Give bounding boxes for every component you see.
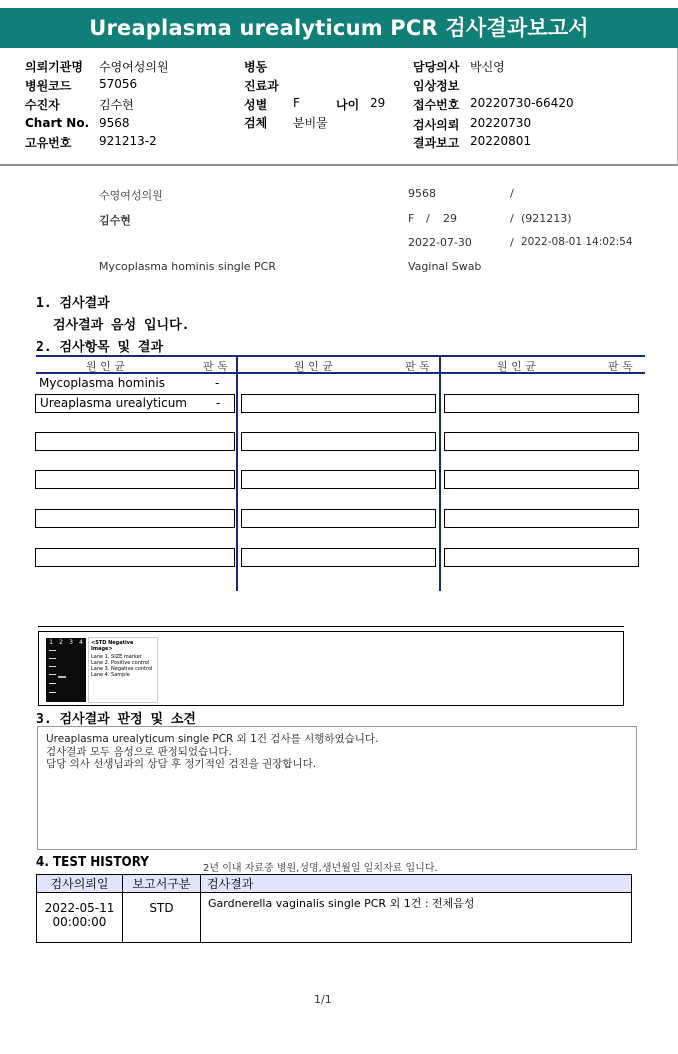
hospital-code-label: 병원코드 [25, 79, 72, 93]
report-title: Ureaplasma urealyticum PCR 검사결과보고서 [0, 8, 678, 48]
summary-specimen: Vaginal Swab [408, 260, 482, 273]
request-date-label: 검사의뢰 [413, 118, 460, 132]
summary-slash: / [510, 212, 514, 225]
history-date-cell [37, 893, 123, 943]
section3-heading: 3. 검사결과 판정 및 소견 [36, 712, 196, 727]
empty-result-cell [241, 470, 436, 489]
ward-label: 병동 [244, 60, 268, 74]
col-header-result: 판 독 [608, 360, 633, 373]
empty-result-cell [35, 509, 235, 528]
gel-legend-line: Lane 3. Negative control [91, 666, 153, 672]
gel-legend-line: Lane 2. Positive control [91, 660, 150, 666]
age-label: 나이 [336, 98, 360, 112]
summary-chart: 9568 [408, 187, 436, 200]
history-col-date: 검사의뢰일 [37, 875, 123, 893]
result-table-header-rule [36, 372, 645, 374]
empty-result-cell [444, 470, 639, 489]
summary-slash: / [426, 212, 430, 225]
dept-label: 진료과 [244, 79, 279, 93]
history-time: 00:00:00 [52, 915, 107, 929]
summary-patient-name: 김수현 [99, 214, 131, 227]
empty-result-cell [35, 432, 235, 451]
empty-result-cell [241, 548, 436, 567]
unique-no-value: 921213-2 [99, 134, 157, 148]
request-date-value: 20220730 [470, 116, 532, 130]
gel-legend-line: Lane 1. SIZE marker [91, 654, 142, 660]
opinion-line: 검사결과 모두 음성으로 판정되었습니다. [46, 745, 232, 758]
history-result: Gardnerella vaginalis single PCR 외 1건 : 전체음성 [201, 893, 632, 943]
pathogen-name: Ureaplasma urealyticum [40, 396, 187, 410]
col-header-result: 판 독 [405, 360, 430, 373]
empty-result-cell [35, 470, 235, 489]
lane-number: 1 [49, 639, 53, 646]
summary-report-datetime: 2022-08-01 14:02:54 [521, 236, 633, 248]
report-date-label: 결과보고 [413, 136, 460, 150]
history-note: 2년 이내 자료중 병원,성명,생년월일 일치자료 입니다. [203, 863, 438, 874]
table-row [37, 893, 632, 943]
opinion-line: Ureaplasma urealyticum single PCR 외 1건 검사를 시행하였습니다. [46, 733, 379, 745]
lane-number: 2 [59, 639, 63, 646]
summary-test-name: Mycoplasma hominis single PCR [99, 260, 276, 273]
chart-no-label: Chart No. [25, 116, 90, 130]
empty-result-cell [444, 394, 639, 413]
patient-value: 김수현 [99, 98, 134, 112]
specimen-value: 분비물 [293, 116, 328, 130]
hospital-code-value: 57056 [99, 77, 138, 91]
sex-value: F [293, 96, 300, 110]
section1-heading: 1. 검사결과 [36, 296, 110, 311]
doctor-label: 담당의사 [413, 60, 460, 74]
hospital-label: 의뢰기관명 [25, 60, 83, 74]
summary-slash: / [510, 187, 514, 200]
summary-slash: / [510, 236, 514, 249]
history-col-result: 검사결과 [201, 875, 632, 893]
empty-result-cell [241, 509, 436, 528]
col-header-pathogen: 원 인 균 [294, 360, 333, 373]
opinion-line: 담당 의사 선생님과의 상담 후 정기적인 검진을 권장합니다. [46, 758, 317, 770]
summary-hospital: 수영여성의원 [99, 189, 163, 202]
image-top-rule [38, 626, 624, 627]
empty-result-cell [35, 548, 235, 567]
empty-result-cell [241, 432, 436, 451]
receipt-no-value: 20220730-66420 [470, 96, 574, 110]
opinion-box [37, 726, 637, 850]
section4-heading: 4. TEST HISTORY [36, 855, 149, 870]
gel-electrophoresis-image [46, 638, 86, 702]
summary-age: 29 [443, 212, 457, 225]
history-date: 2022-05-11 [44, 901, 115, 915]
result-row [35, 394, 235, 413]
page-number: 1/1 [314, 993, 332, 1006]
section1-result-text: 검사결과 음성 입니다. [53, 318, 190, 333]
specimen-label: 검체 [244, 116, 268, 130]
clinical-info-label: 임상정보 [413, 79, 460, 93]
chart-no-value: 9568 [99, 116, 130, 130]
gel-legend-line: Lane 4. Sample [91, 672, 130, 678]
sex-label: 성별 [244, 98, 268, 112]
result-value: - [215, 376, 220, 390]
section2-heading: 2. 검사항목 및 결과 [36, 340, 164, 355]
result-table-column-divider [439, 355, 441, 591]
result-table-column-divider [236, 355, 238, 591]
lane-number: 4 [79, 639, 83, 646]
unique-no-label: 고유번호 [25, 136, 72, 150]
col-header-pathogen: 원 인 균 [86, 360, 125, 373]
col-header-result: 판 독 [203, 360, 228, 373]
summary-sex: F [408, 212, 415, 225]
test-history-table [36, 874, 632, 943]
empty-result-cell [241, 394, 436, 413]
report-date-value: 20220801 [470, 134, 532, 148]
doctor-value: 박신영 [470, 60, 505, 74]
result-row [35, 375, 235, 394]
age-value: 29 [370, 96, 386, 110]
empty-result-cell [444, 432, 639, 451]
patient-label: 수진자 [25, 98, 60, 112]
history-col-type: 보고서구분 [123, 875, 201, 893]
history-type: STD [123, 893, 201, 943]
lane-number: 3 [69, 639, 73, 646]
empty-result-cell [444, 548, 639, 567]
summary-request-date: 2022-07-30 [408, 236, 472, 249]
result-table-top-rule [36, 355, 645, 357]
gel-legend [88, 637, 158, 703]
gel-caption: <STD Negative Image> [91, 640, 134, 652]
hospital-value: 수영여성의원 [99, 60, 169, 74]
result-value: - [216, 396, 221, 410]
pathogen-name: Mycoplasma hominis [39, 376, 165, 390]
receipt-no-label: 접수번호 [413, 98, 460, 112]
col-header-pathogen: 원 인 균 [497, 360, 536, 373]
empty-result-cell [444, 509, 639, 528]
summary-birth: (921213) [521, 212, 572, 225]
